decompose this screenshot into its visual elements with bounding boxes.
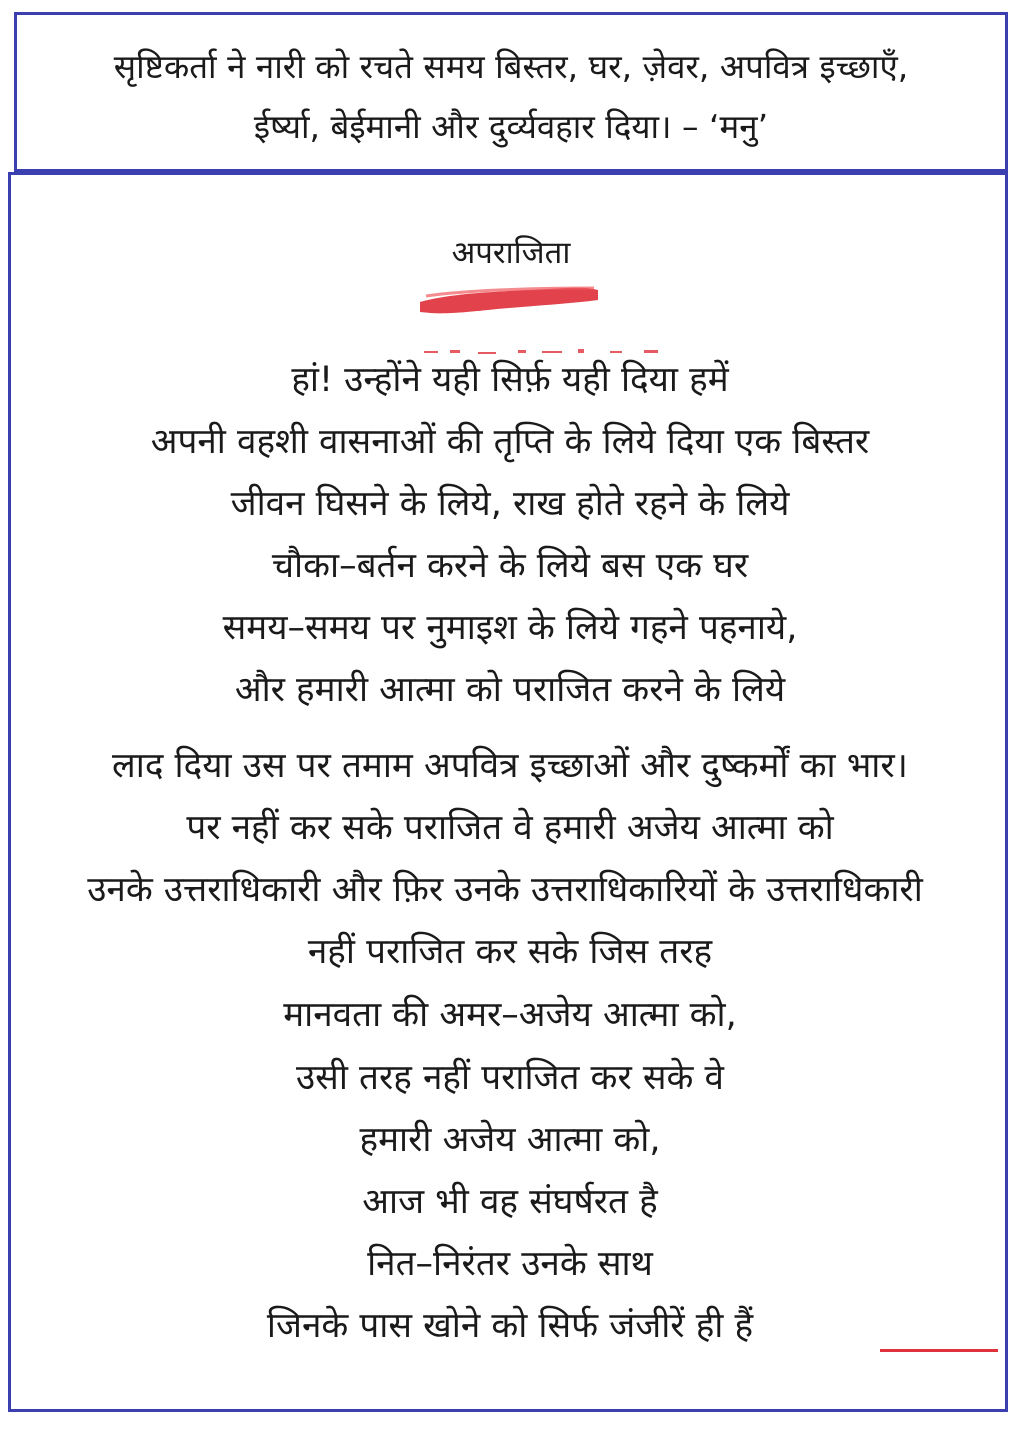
quote-line-1: सृष्टिकर्ता ने नारी को रचते समय बिस्तर, घर, ज़ेवर, अपवित्र इच्छाएँ, [113, 47, 909, 86]
poem-line-14: आज भी वह संघर्षरत है [362, 1182, 658, 1222]
poem-line-16: जिनके पास खोने को सिर्फ जंजीरें ही हैं [266, 1306, 754, 1346]
poem-line-9: उनके उत्तराधिकारी और फ़िर उनके उत्तराधिकारियों के उत्तराधिकारी [87, 870, 923, 910]
poem-line-11: मानवता की अमर–अजेय आत्मा को, [283, 995, 737, 1035]
poem-line-13: हमारी अजेय आत्मा को, [359, 1120, 661, 1160]
red-corner-line [880, 1349, 998, 1352]
stray-red-marks [420, 346, 670, 356]
poem-line-8: पर नहीं कर सके पराजित वे हमारी अजेय आत्मा को [186, 808, 834, 848]
poem-line-2: अपनी वहशी वासनाओं की तृप्ति के लिये दिया एक बिस्तर [150, 422, 870, 462]
poem-line-7: लाद दिया उस पर तमाम अपवित्र इच्छाओं और दुष्कर्मों का भार। [112, 746, 908, 786]
poem-line-10: नहीं पराजित कर सके जिस तरह [307, 932, 713, 972]
quote-box [14, 12, 1008, 172]
poem-line-12: उसी तरह नहीं पराजित कर सके वे [295, 1058, 725, 1098]
poem-line-3: जीवन घिसने के लिये, राख होते रहने के लिये [230, 484, 790, 524]
poem-line-4: चौका–बर्तन करने के लिये बस एक घर [271, 546, 749, 586]
poem-title: अपराजिता [451, 235, 571, 271]
quote-line-2: ईर्ष्या, बेईमानी और दुर्व्यवहार दिया। – ‘मनु’ [253, 107, 769, 146]
poem-line-15: नित–निरंतर उनके साथ [367, 1244, 653, 1284]
poem-line-6: और हमारी आत्मा को पराजित करने के लिये [234, 670, 786, 710]
poem-line-5: समय–समय पर नुमाइश के लिये गहने पहनाये, [222, 608, 798, 648]
title-underline-brush [418, 282, 600, 316]
poem-line-1: हां! उन्होंने यही सिर्फ़ यही दिया हमें [291, 360, 729, 400]
